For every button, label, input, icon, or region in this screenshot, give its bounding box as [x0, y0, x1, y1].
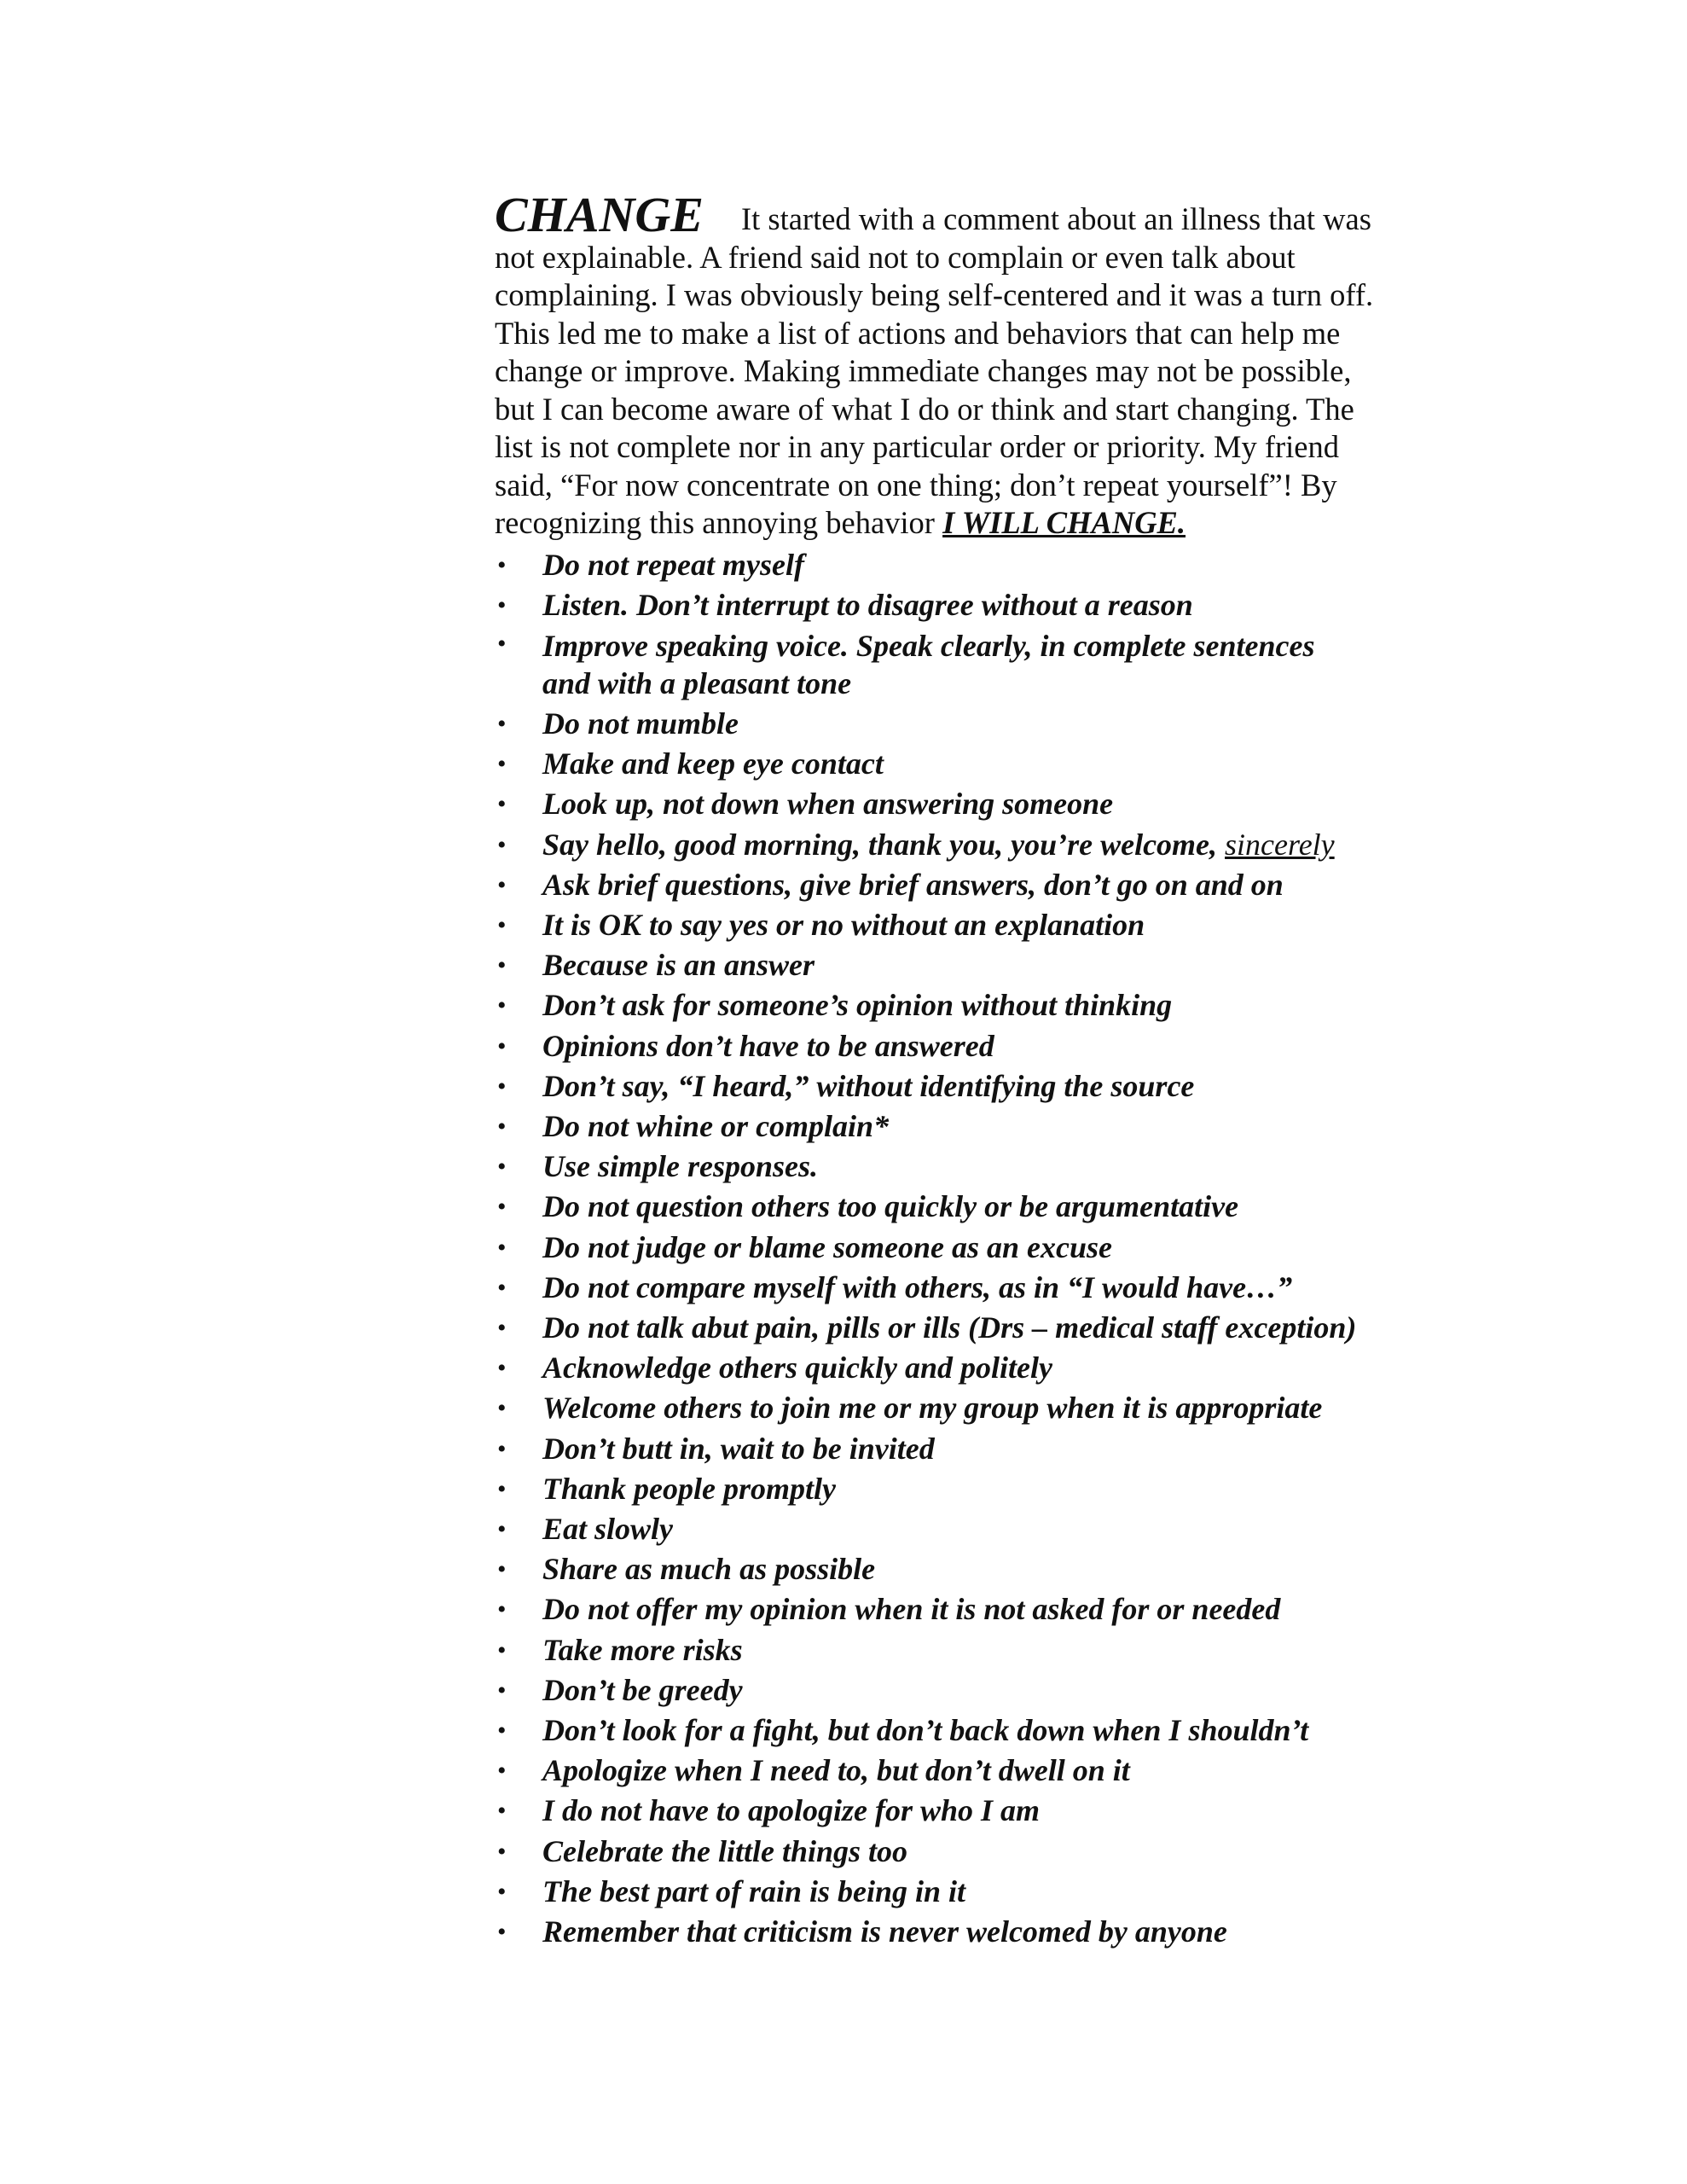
list-item	[495, 1026, 1450, 1066]
list-item-text: Use simple responses.	[542, 1149, 818, 1184]
sincerely-underlined: sincerely	[1225, 827, 1335, 862]
list-item-text: Thank people promptly	[542, 1471, 836, 1506]
intro-line-9	[495, 504, 1450, 543]
list-item-text: Because is an answer	[542, 948, 815, 983]
list-item-text: Do not offer my opinion when it is not asked for or needed	[542, 1592, 1281, 1627]
bullet-icon: •	[497, 951, 507, 980]
bullet-icon: •	[497, 550, 507, 579]
list-item-text: Take more risks	[542, 1632, 743, 1667]
list-item	[495, 1187, 1450, 1227]
list-item	[495, 1589, 1450, 1629]
list-item-text: Do not repeat myself	[542, 547, 804, 582]
list-item	[495, 1872, 1450, 1912]
bullet-icon: •	[497, 1354, 507, 1383]
list-item-text: Apologize when I need to, but don’t dwell on it	[542, 1753, 1130, 1788]
will-change-emphasis: I WILL CHANGE.	[942, 505, 1186, 540]
list-item-text: Do not compare myself with others, as in “I would have…”	[542, 1269, 1293, 1304]
list-item	[495, 585, 1450, 625]
intro-line-1	[495, 187, 1450, 242]
bullet-icon: •	[497, 1273, 507, 1302]
list-item	[495, 1791, 1450, 1831]
list-item	[495, 1066, 1450, 1107]
list-item-text: Acknowledge others quickly and politely	[542, 1350, 1052, 1385]
list-item-text: Don’t look for a fight, but don’t back down when I shouldn’t	[542, 1712, 1309, 1747]
document-page	[495, 187, 1450, 1952]
intro-paragraph	[495, 187, 1450, 543]
list-item-text: Remember that criticism is never welcomed by anyone	[542, 1914, 1227, 1949]
list-item-text: Make and keep eye contact	[542, 746, 884, 781]
intro-line-5: change or improve. Making immediate changes may not be possible,	[495, 353, 1352, 388]
list-item-text: Eat slowly	[542, 1511, 674, 1546]
bullet-icon: •	[497, 629, 507, 658]
list-item	[495, 1308, 1450, 1348]
bullet-icon: •	[497, 870, 507, 899]
bullet-icon: •	[497, 1072, 507, 1101]
list-item-text: I do not have to apologize for who I am	[542, 1793, 1041, 1828]
list-item-text: Celebrate the little things too	[542, 1833, 908, 1868]
list-item	[495, 1429, 1450, 1469]
list-item	[495, 744, 1450, 784]
bullet-icon: •	[497, 1797, 507, 1826]
bullet-icon: •	[497, 991, 507, 1020]
list-item	[495, 1630, 1450, 1670]
list-item	[495, 784, 1450, 824]
list-item-text: Welcome others to join me or my group when it is appropriate	[542, 1391, 1323, 1426]
list-item-text: Don’t say, “I heard,” without identifying the source	[542, 1068, 1195, 1103]
list-item	[495, 1147, 1450, 1187]
list-item-text: Do not whine or complain*	[542, 1108, 890, 1143]
list-item	[495, 625, 1450, 704]
list-item	[495, 1469, 1450, 1509]
bullet-icon: •	[497, 1877, 507, 1906]
list-item	[495, 704, 1450, 744]
bullet-icon: •	[497, 1434, 507, 1463]
intro-line-2: not explainable. A friend said not to complain or even talk about	[495, 239, 1296, 275]
list-item	[495, 1107, 1450, 1147]
list-item	[495, 1549, 1450, 1589]
bullet-icon: •	[497, 1394, 507, 1423]
bullet-icon: •	[497, 1153, 507, 1182]
list-item-text: Don’t butt in, wait to be invited	[542, 1431, 935, 1466]
intro-line-4: This led me to make a list of actions and behaviors that can help me	[495, 315, 1341, 351]
list-item-text: Do not question others too quickly or be argumentative	[542, 1189, 1239, 1224]
list-item-text: Do not mumble	[542, 706, 739, 741]
list-item	[495, 1912, 1450, 1952]
list-item-continuation: and with a pleasant tone	[542, 665, 852, 700]
bullet-icon: •	[497, 790, 507, 819]
intro-line-7: list is not complete nor in any particular order or priority. My friend	[495, 429, 1339, 464]
list-item	[495, 1670, 1450, 1711]
list-item-text: Don’t be greedy	[542, 1672, 743, 1707]
list-item	[495, 1711, 1450, 1751]
list-item-text: Do not talk abut pain, pills or ills (Drs – medical staff exception)	[542, 1310, 1357, 1345]
list-item	[495, 1228, 1450, 1268]
list-item	[495, 905, 1450, 945]
bullet-icon: •	[497, 1112, 507, 1141]
bullet-icon: •	[497, 1313, 507, 1342]
list-item-text: Look up, not down when answering someone	[542, 787, 1114, 822]
bullet-icon: •	[497, 1233, 507, 1262]
list-item	[495, 1751, 1450, 1791]
bullet-icon: •	[497, 1031, 507, 1060]
bullet-icon: •	[497, 830, 507, 859]
document-title: CHANGE	[495, 187, 704, 242]
bullet-icon: •	[497, 1635, 507, 1664]
list-item	[495, 985, 1450, 1025]
change-list	[495, 545, 1450, 1953]
bullet-icon: •	[497, 1555, 507, 1584]
list-item	[495, 1509, 1450, 1549]
bullet-icon: •	[497, 1837, 507, 1866]
list-item-text: Ask brief questions, give brief answers, don’t go on and on	[542, 867, 1284, 902]
bullet-icon: •	[497, 1193, 507, 1222]
list-item-text: Share as much as possible	[542, 1552, 876, 1587]
list-item	[495, 1268, 1450, 1308]
list-item-text: Do not judge or blame someone as an excuse	[542, 1229, 1113, 1264]
intro-text: recognizing this annoying behavior	[495, 505, 943, 540]
list-item	[495, 865, 1450, 905]
list-item	[495, 1348, 1450, 1388]
list-item-text: The best part of rain is being in it	[542, 1873, 966, 1908]
bullet-icon: •	[497, 910, 507, 939]
intro-line-6: but I can become aware of what I do or think and start changing. The	[495, 391, 1354, 427]
list-item-text: Opinions don’t have to be answered	[542, 1028, 994, 1063]
list-item-text: Improve speaking voice. Speak clearly, in complete sentences	[542, 628, 1315, 663]
bullet-icon: •	[497, 1595, 507, 1624]
bullet-icon: •	[497, 1918, 507, 1946]
intro-text: It started with a comment about an illness that was	[740, 201, 1371, 236]
list-item	[495, 545, 1450, 585]
bullet-icon: •	[497, 1676, 507, 1705]
list-item	[495, 825, 1450, 865]
bullet-icon: •	[497, 1474, 507, 1503]
list-item-text: Don’t ask for someone’s opinion without thinking	[542, 988, 1173, 1023]
list-item-text: Listen. Don’t interrupt to disagree without a reason	[542, 587, 1193, 622]
bullet-icon: •	[497, 590, 507, 619]
list-item	[495, 945, 1450, 985]
bullet-icon: •	[497, 1514, 507, 1543]
list-item	[495, 1832, 1450, 1872]
bullet-icon: •	[497, 750, 507, 779]
bullet-icon: •	[497, 709, 507, 738]
bullet-icon: •	[497, 1757, 507, 1786]
list-item-text: Say hello, good morning, thank you, you’re welcome,	[542, 827, 1226, 862]
list-item-text: It is OK to say yes or no without an explanation	[542, 907, 1145, 942]
list-item	[495, 1388, 1450, 1428]
bullet-icon: •	[497, 1716, 507, 1745]
intro-line-8: said, “For now concentrate on one thing; don’t repeat yourself”! By	[495, 467, 1337, 502]
intro-line-3: complaining. I was obviously being self-centered and it was a turn off.	[495, 277, 1374, 312]
